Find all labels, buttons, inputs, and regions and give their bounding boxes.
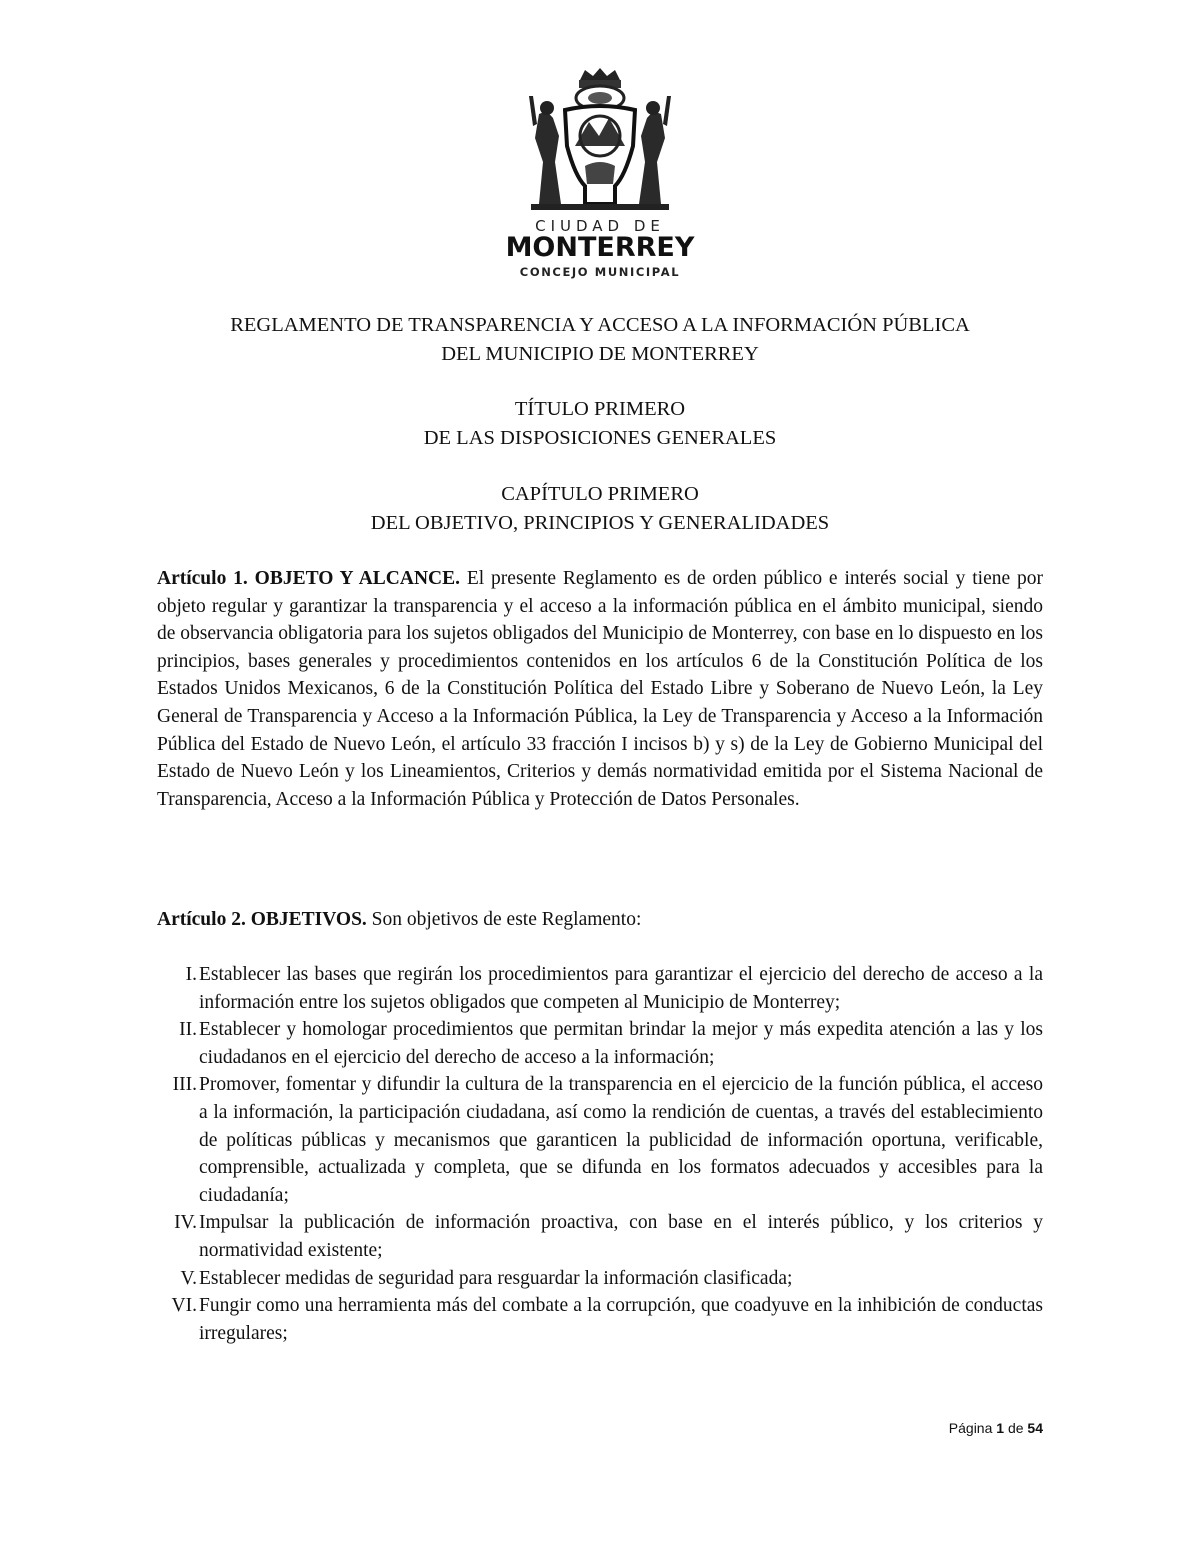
capitulo-line1: CAPÍTULO PRIMERO — [501, 483, 699, 505]
list-item-number: III. — [172, 1074, 197, 1096]
page-number — [949, 1420, 1043, 1436]
titulo-heading — [0, 395, 1200, 453]
titulo-line1: TÍTULO PRIMERO — [514, 398, 686, 420]
list-item — [157, 1292, 1043, 1347]
list-item — [157, 1016, 1043, 1071]
list-item-text: Fungir como una herramienta más del combate a la corrupción, que coadyuve en la inhibición de conductas irregulares; — [199, 1295, 1043, 1344]
document-title-line2: DEL MUNICIPIO DE MONTERREY — [441, 343, 759, 365]
monterrey-logo — [500, 66, 700, 279]
page-word: Página — [948, 1420, 993, 1436]
list-item-number: IV. — [174, 1212, 197, 1234]
list-item-text: Impulsar la publicación de información proactiva, con base en el interés público, y los criterios y normatividad existente; — [199, 1212, 1043, 1261]
list-item-text: Promover, fomentar y difundir la cultura de la transparencia en el ejercicio de la función pública, el acceso a la información, la participación ciudadana, así como la rendición de cuentas, a través del establecimiento de políticas públicas y mecanismos que garanticen la publicidad de información oportuna, verificable, comprensible, actualizada y completa, que se difunda en los formatos adecuados y accesibles para la ciudadanía; — [199, 1074, 1043, 1206]
list-item-number: V. — [180, 1267, 197, 1289]
articulo-1 — [157, 565, 1043, 813]
total-pages: 54 — [1027, 1420, 1043, 1436]
coat-of-arms-icon — [525, 66, 675, 211]
list-item — [157, 1265, 1043, 1293]
list-item — [157, 961, 1043, 1016]
logo-ciudad-de: CIUDAD DE — [535, 217, 665, 235]
objetivos-list — [157, 961, 1043, 1347]
list-item — [157, 1209, 1043, 1264]
list-item-text: Establecer medidas de seguridad para resguardar la información clasificada; — [199, 1267, 793, 1289]
logo-monterrey: MONTERREY — [505, 232, 695, 263]
logo-concejo-municipal: CONCEJO MUNICIPAL — [519, 265, 681, 279]
list-item-number: II. — [179, 1019, 197, 1041]
of-word: de — [1007, 1420, 1024, 1436]
list-item-number: VI. — [171, 1295, 197, 1317]
document-title — [0, 311, 1200, 369]
capitulo-line2: DEL OBJETIVO, PRINCIPIOS Y GENERALIDADES — [370, 512, 830, 534]
list-item-text: Establecer y homologar procedimientos que permitan brindar la mejor y más expedita atención a las y los ciudadanos en el ejercicio del derecho de acceso a la información; — [199, 1019, 1043, 1068]
articulo-2-text: Son objetivos de este Reglamento: — [366, 909, 642, 930]
articulo-2-label: Artículo 2. OBJETIVOS. — [157, 909, 367, 930]
list-item-number: I. — [185, 964, 197, 985]
list-item — [157, 1071, 1043, 1209]
articulo-1-label: Artículo 1. OBJETO Y ALCANCE. — [157, 568, 460, 589]
articulo-1-text: El presente Reglamento es de orden público e interés social y tiene por objeto regular y garantizar la transparencia y el acceso a la información pública en el ámbito municipal, siendo de observancia obligatoria para los sujetos obligados del Municipio de Monterrey, con base en lo dispuesto en los principios, bases generales y procedimientos contenidos en los artículos 6 de la Constitución Política de los Estados Unidos Mexicanos, 6 de la Constitución Política del Estado Libre y Soberano de Nuevo León, la Ley General de Transparencia y Acceso a la Información Pública, la Ley de Transparencia y Acceso a la Información Pública del Estado de Nuevo León, el artículo 33 fracción I incisos b) y s) de la Ley de Gobierno Municipal del Estado de Nuevo León y los Lineamientos, Criterios y demás normatividad emitida por el Sistema Nacional de Transparencia, Acceso a la Información Pública y Protección de Datos Personales. — [157, 568, 1043, 810]
current-page: 1 — [996, 1420, 1005, 1436]
articulo-2 — [157, 906, 1043, 934]
capitulo-heading — [0, 480, 1200, 538]
list-item-text: Establecer las bases que regirán los procedimientos para garantizar el ejercicio del derecho de acceso a la información entre los sujetos obligados que competen al Municipio de Monterrey; — [199, 964, 1043, 1013]
document-title-line1: REGLAMENTO DE TRANSPARENCIA Y ACCESO A LA INFORMACIÓN PÚBLICA — [230, 314, 970, 336]
titulo-line2: DE LAS DISPOSICIONES GENERALES — [423, 427, 777, 449]
